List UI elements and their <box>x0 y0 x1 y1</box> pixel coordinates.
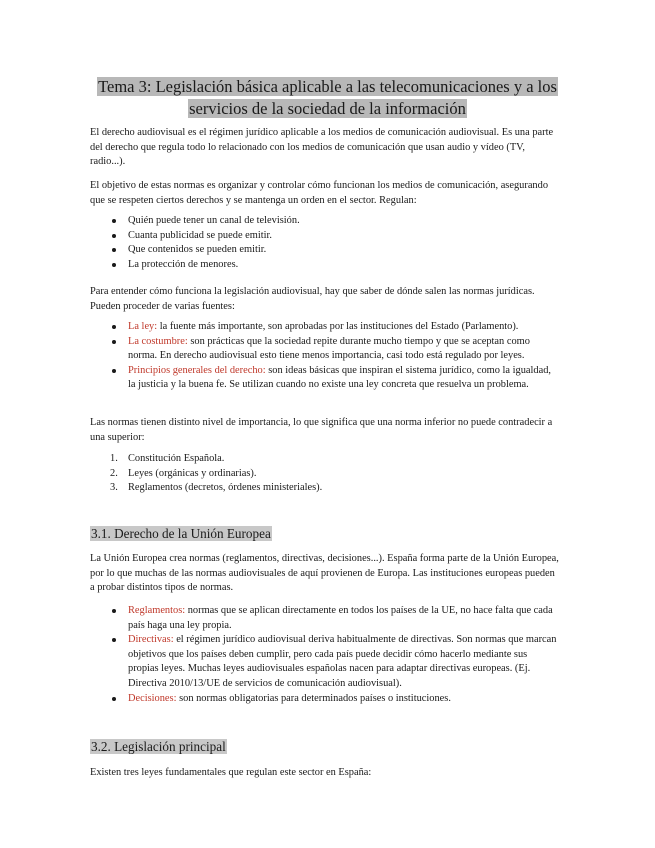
term-label: Reglamentos: <box>128 605 186 616</box>
section-heading-text: 3.2. Legislación principal <box>91 739 226 754</box>
section-heading-legislacion <box>90 738 227 755</box>
term-label: Principios generales del derecho: <box>128 364 266 376</box>
intro-paragraph-3: Para entender cómo funciona la legislación audiovisual, hay que saber de dónde salen las normas jurídicas. Pueden proceder de varias fuentes: <box>90 286 535 312</box>
title-line-1: Tema 3: Legislación básica aplicable a las telecomunicaciones y a los <box>98 77 557 96</box>
eu-paragraph-1: La Unión Europea crea normas (reglamentos, directivas, decisiones...). España forma parte de la Unión Europea, por lo que muchas de las normas audiovisuales de aquí provienen de Europa. Las instituciones europeas pueden a probar distintos tipos de normas. <box>90 553 559 594</box>
jerarquia-list <box>90 452 560 496</box>
term-text: normas que se aplican directamente en todos los países de la UE, no hace falta que cada país haga una ley propia. <box>128 605 553 631</box>
list-item <box>90 692 560 707</box>
term-text: son ideas básicas que inspiran el sistema jurídico, como la igualdad, la justicia y la buena fe. Se utilizan cuando no existe una ley concreta que resuelva un problema. <box>128 364 552 391</box>
fuentes-list <box>90 320 560 393</box>
list-number: 3. <box>110 482 118 494</box>
list-item: La protección de menores. <box>90 258 560 273</box>
term-label: Directivas: <box>128 634 174 646</box>
list-number: 1. <box>110 453 118 464</box>
regulan-list <box>90 214 560 272</box>
intro-paragraph-1: El derecho audiovisual es el régimen jurídico aplicable a los medios de comunicación audiovisual. Es una parte del derecho que regula todo lo relacionado con los medios de comunicación que usan audio y vídeo (TV, radio...). <box>90 127 554 168</box>
legislacion-paragraph-1: Existen tres leyes fundamentales que regulan este sector en España: <box>90 767 372 778</box>
list-item <box>90 633 560 691</box>
list-number: 2. <box>110 467 118 479</box>
list-item: Cuanta publicidad se puede emitir. <box>90 229 560 244</box>
term-text: la fuente más importante, son aprobadas por las instituciones del Estado (Parlamento). <box>157 321 519 332</box>
term-label: La costumbre: <box>128 335 188 347</box>
list-item <box>90 364 560 393</box>
document-title <box>60 76 595 120</box>
title-line-2: servicios de la sociedad de la información <box>189 99 466 118</box>
list-item <box>90 467 560 482</box>
term-text: el régimen jurídico audiovisual deriva habitualmente de directivas. Son normas que marcan objetivos que los países deben cumplir, pero cada país puede decidir cómo hacerlo mediante sus propias leyes. Muchas leyes audiovisuales españolas nacen para adaptar directivas europeas. (Ej. Directiva 2010/13/UE de servicios de comunicación audiovisual). <box>128 634 557 689</box>
list-item <box>90 320 560 335</box>
list-item <box>90 481 560 496</box>
list-item: Que contenidos se pueden emitir. <box>90 243 560 258</box>
list-text: Reglamentos (decretos, órdenes ministeriales). <box>128 482 323 494</box>
list-item <box>90 604 560 633</box>
list-item: Quién puede tener un canal de televisión. <box>90 214 560 229</box>
term-label: La ley: <box>128 321 158 332</box>
term-text: son prácticas que la sociedad repite durante mucho tiempo y que se aceptan como norma. En derecho audiovisual esto tiene menos importancia, casi todo está regulado por leyes. <box>128 335 530 362</box>
term-text: son normas obligatorias para determinados países o instituciones. <box>176 692 451 704</box>
eu-tipos-list <box>90 604 560 706</box>
term-label: Decisiones: <box>128 692 177 704</box>
list-item <box>90 335 560 364</box>
section-heading-eu <box>90 525 272 542</box>
list-text: Constitución Española. <box>128 453 225 464</box>
list-text: Leyes (orgánicas y ordinarias). <box>128 467 257 479</box>
section-heading-text: 3.1. Derecho de la Unión Europea <box>91 526 271 541</box>
intro-paragraph-2: El objetivo de estas normas es organizar y controlar cómo funcionan los medios de comunicación, asegurando que se respeten ciertos derechos y se mantenga un orden en el sector. Regulan: <box>90 180 549 206</box>
list-item <box>90 452 560 467</box>
intro-paragraph-4: Las normas tienen distinto nivel de importancia, lo que significa que una norma inferior no puede contradecir a una superior: <box>90 417 553 443</box>
